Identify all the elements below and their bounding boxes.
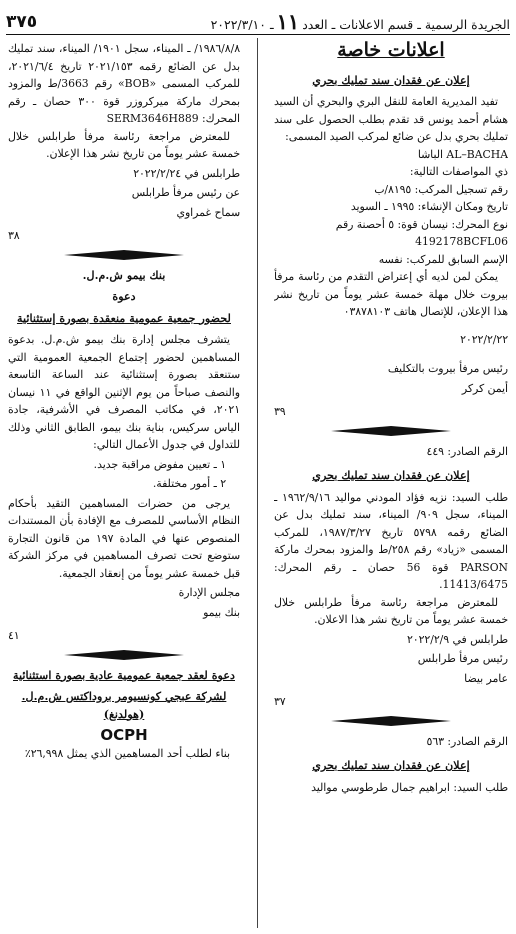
agenda-item: ٢ ـ أمور مختلفة. — [152, 477, 226, 490]
invite-label: دعوة — [112, 289, 136, 303]
ad-date: طرابلس في ٢٠٢٢/٢/٩ — [407, 632, 508, 646]
previous-name: الإسم السابق للمركب: نفسه — [378, 252, 508, 266]
left-column — [8, 40, 240, 930]
page-header — [6, 6, 510, 35]
ad-38 — [8, 40, 240, 245]
objection-text: للمعترض مراجعة رئاسة مرفأ طرابلس خلال خمسة عشر يوماً من تاريخ نشر هذا الاعلان. — [274, 595, 508, 626]
signatory-name: بنك بيمو — [203, 605, 240, 619]
ad-number: ٣٩ — [274, 405, 286, 418]
vessel-name: AL–BACHA الباشا — [417, 147, 508, 161]
build-date-place: تاريخ ومكان الإنشاء: ١٩٩٥ ـ السويد — [350, 200, 508, 213]
ad-41 — [8, 267, 240, 645]
engine-serial: 4192178BCFL06 — [415, 235, 508, 248]
ad-39 — [274, 72, 508, 421]
ad-37 — [274, 443, 508, 711]
ad-date: طرابلس في ٢٠٢٢/٢/٢٤ — [133, 166, 240, 180]
signatory-title: رئيس مرفأ بيروت بالتكليف — [387, 362, 508, 375]
meeting-title: دعوة لعقد جمعية عمومية عادية بصورة استثنائية — [13, 667, 235, 682]
signatory-name: عامر بيضا — [464, 671, 508, 685]
ad-date: ٢٠٢٢/٢/٢٢ — [460, 332, 508, 346]
ad-body: تفيد المديرية العامة للنقل البري والبحري أن السيد هشام أحمد يونس قد تقدم بطلب الحصول على سند تمليك بحري بدل عن ضائع لمركب الصيد المسمى: — [274, 95, 508, 143]
ad-number: ٤١ — [8, 629, 20, 642]
page-number: ٣٧٥ — [6, 12, 38, 32]
ad-body: يتشرف مجلس إدارة بنك بيمو ش.م.ل. بدعوة المساهمين لحضور إجتماع الجمعية العمومية التي ستنعقد بصورة إستثنائية عند الساعة التاسعة والنصف صباحاً من يوم الإثنين الواقع في ١١ نيسان ٢٠٢١، في مكاتب المصرف في الأشرفية، جادة الياس سركيس، بناية بنك بيمو، الطابق الثاني وذلك للتداول في جدول الأعمال التالي: — [8, 333, 240, 451]
company-brand: OCPH — [100, 726, 148, 744]
notice-text: يرجى من حضرات المساهمين التقيد بأحكام النظام الأساسي للمصرف مع الإفادة بأن المستندات المنصوص عنها في المادة ١٩٧ من قانون التجارة ستوضع تحت تصرف المساهمين في مركز الشركة قبل خمسة عشر يوماً من إنعقاد الجمعية. — [8, 496, 240, 580]
right-column — [274, 40, 508, 930]
separator-ornament — [8, 647, 240, 663]
signatory-name: سماح غمراوي — [176, 205, 240, 219]
ad-body: بناء لطلب أحد المساهمين الذي يمثل ٢٦,٩٩٨٪ — [24, 746, 230, 760]
registration-number: رقم تسجيل المركب: ٨١٩٥/ب — [374, 182, 508, 196]
company-title: لشركة عبجي كونسيومر بروداكتس ش.م.ل. (هولدنغ) — [21, 689, 227, 721]
separator-ornament — [274, 423, 508, 439]
ad-ocph — [8, 667, 240, 763]
signatory-title: رئيس مرفأ طرابلس — [417, 652, 508, 665]
agenda-item: ١ ـ تعيين مفوض مراقبة جديد. — [93, 457, 226, 471]
issue-date: ـ ٢٠٢٢/٣/١٠ — [210, 17, 274, 32]
signatory-name: أيمن كركر — [461, 381, 508, 395]
ad-body: طلب السيد: نزيه فؤاد المودني مواليد ١٩٦٢/٩/١٦ ـ الميناء، سجل ٩٠٩/ الميناء، سند تمليك بدل عن الضائع رقمه ٥٧٩٨ تاريخ ١٩٨٧/٣/٢٧، للمركب المسمى «زياد» رقم ٢٥٨/ط والمزود بمحرك ماركة PARSON قوة 56 حصان ـ رقم المحرك: 11413/6475. — [274, 490, 508, 591]
ad-body: ١٩٨٦/٨/٨/ ـ الميناء، سجل ١٩٠١/ الميناء، سند تمليك بدل عن الضائع رقمه ٢٠٢١/١٥٣ تاريخ ٢٠٢١/٦/٤، للمركب المسمى «BOB» رقم 3663/ط والمزود بمحرك ماركة ميركروزر قوة ٣٠٠ حصان ـ رقم المحرك: SERM3646H889 — [8, 42, 240, 125]
ad-heading: إعلان عن فقدان سند تمليك بحري — [312, 758, 470, 772]
ad-number: ٣٧ — [274, 695, 286, 708]
ad-number: ٣٨ — [8, 229, 20, 242]
ad-heading: إعلان عن فقدان سند تمليك بحري — [312, 72, 470, 87]
signatory-title: مجلس الإدارة — [178, 586, 240, 599]
company-name: بنك بيمو ش.م.ل. — [82, 267, 166, 282]
separator-ornament — [274, 713, 508, 729]
engine-type: نوع المحرك: نيسان قوة: ٥ أحصنة رقم — [335, 217, 508, 231]
ad-body: طلب السيد: ابراهيم جمال طرطوسي مواليد — [311, 780, 508, 794]
issue-number: ١١ — [276, 9, 300, 34]
separator-ornament — [8, 247, 240, 263]
issued-number: الرقم الصادر: ٥٦٣ — [426, 734, 508, 748]
gazette-title: الجريدة الرسمية ـ قسم الاعلانات ـ العدد — [302, 17, 510, 32]
specs-title: ذي المواصفات التالية: — [409, 165, 508, 178]
issued-number: الرقم الصادر: ٤٤٩ — [426, 444, 508, 458]
objection-text: يمكن لمن لديه أي إعتراض التقدم من رئاسة مرفأ بيروت خلال مهلة خمسة عشر يوماً من تاريخ نشر هذا الإعلان، للإتصال هاتف ٠٣٨٧٨١٠٣ — [274, 270, 508, 318]
section-title: اعلانات خاصة — [337, 40, 445, 61]
ad-heading: إعلان عن فقدان سند تمليك بحري — [312, 468, 470, 482]
column-divider — [257, 38, 258, 928]
ad-partial — [274, 733, 508, 797]
objection-text: للمعترض مراجعة رئاسة مرفأ طرابلس خلال خمسة عشر يوماً من تاريخ نشر هذا الإعلان. — [8, 129, 240, 160]
signatory-title: عن رئيس مرفأ طرابلس — [131, 186, 240, 199]
meeting-subtitle: لحضور جمعية عمومية منعقدة بصورة إستثنائية — [17, 310, 231, 325]
running-title — [210, 9, 510, 34]
